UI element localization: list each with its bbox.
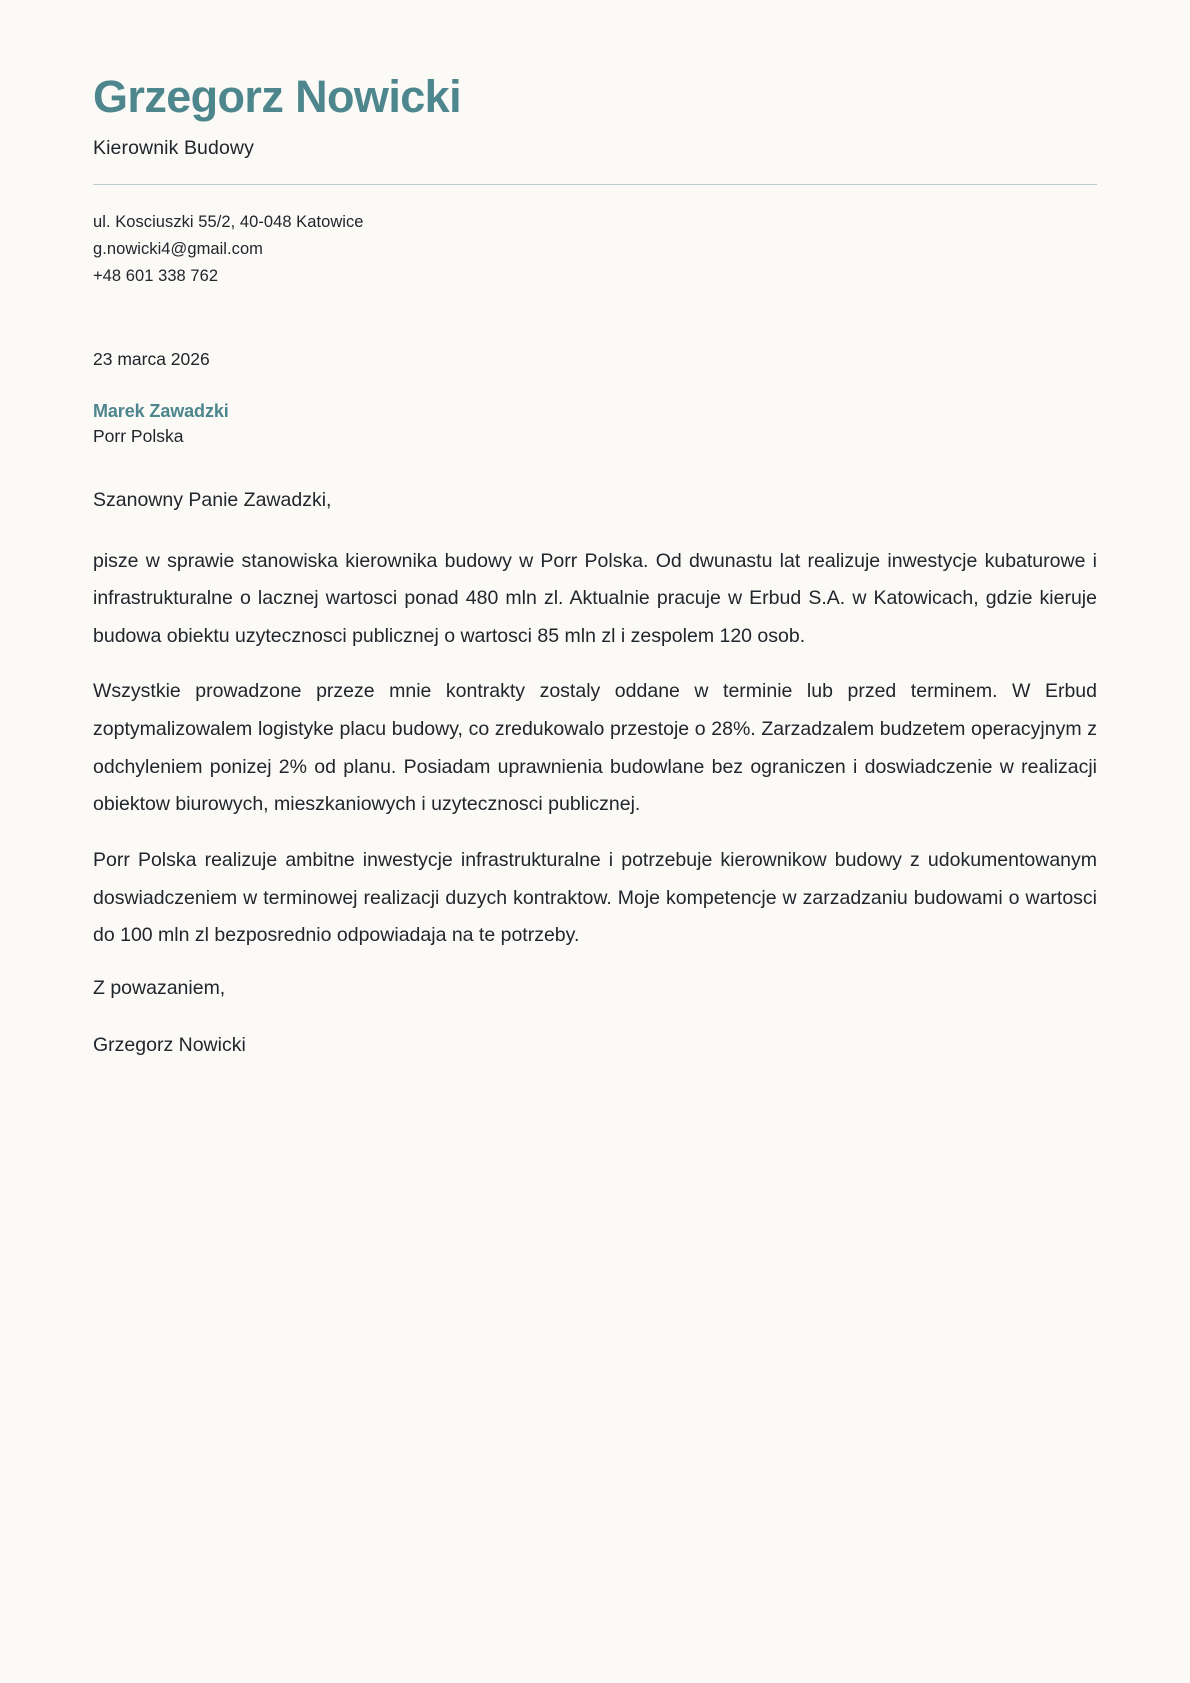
header-divider [93,184,1097,185]
body-paragraph-3: Porr Polska realizuje ambitne inwestycje infrastrukturalne i potrzebuje kierownikow budowy z udokumentowanym doswiadczeniem w terminowej realizacji duzych kontraktow. Moje kompetencje w zarzadzaniu budowami o wartosci do 100 mln zl bezposrednio odpowiadaja na te potrzeby. [93,848,1097,947]
salutation: Szanowny Panie Zawadzki, [93,489,332,512]
job-title: Kierownik Budowy [93,137,254,160]
recipient-block [93,398,1097,449]
body-paragraph-1: pisze w sprawie stanowiska kierownika budowy w Porr Polska. Od dwunastu lat realizuje inwestycje kubaturowe i infrastrukturalne o lacznej wartosci ponad 480 mln zl. Aktualnie pracuje w Erbud S.A. w Katowicach, gdzie kieruje budowa obiektu uzytecznosci publicznej o wartosci 85 mln zl i zespolem 120 osob. [93,549,1097,647]
body-paragraph-2: Wszystkie prowadzone przeze mnie kontrakty zostaly oddane w terminie lub przed terminem. W Erbud zoptymalizowalem logistyke placu budowy, co zredukowalo przestoje o 28%. Zarzadzalem budzetem operacyjnym z odchyleniem ponizej 2% od planu. Posiadam uprawnienia budowlane bez ograniczen i doswiadczenie w realizacji obiektow biurowych, mieszkaniowych i uzytecznosci publicznej. [93,680,1097,816]
contact-block [93,209,1097,290]
contact-address: ul. Kosciuszki 55/2, 40-048 Katowice [93,212,364,231]
contact-phone[interactable]: +48 601 338 762 [93,266,219,285]
closing-line: Z powazaniem, [93,976,226,999]
signature-name: Grzegorz Nowicki [93,1034,246,1057]
letter-header [93,72,1097,185]
letter-date: 23 marca 2026 [93,349,210,370]
contact-email[interactable]: g.nowicki4@gmail.com [93,239,263,258]
page-title: Grzegorz Nowicki [93,71,461,122]
recipient-name: Marek Zawadzki [93,400,229,421]
recipient-company: Porr Polska [93,426,184,446]
